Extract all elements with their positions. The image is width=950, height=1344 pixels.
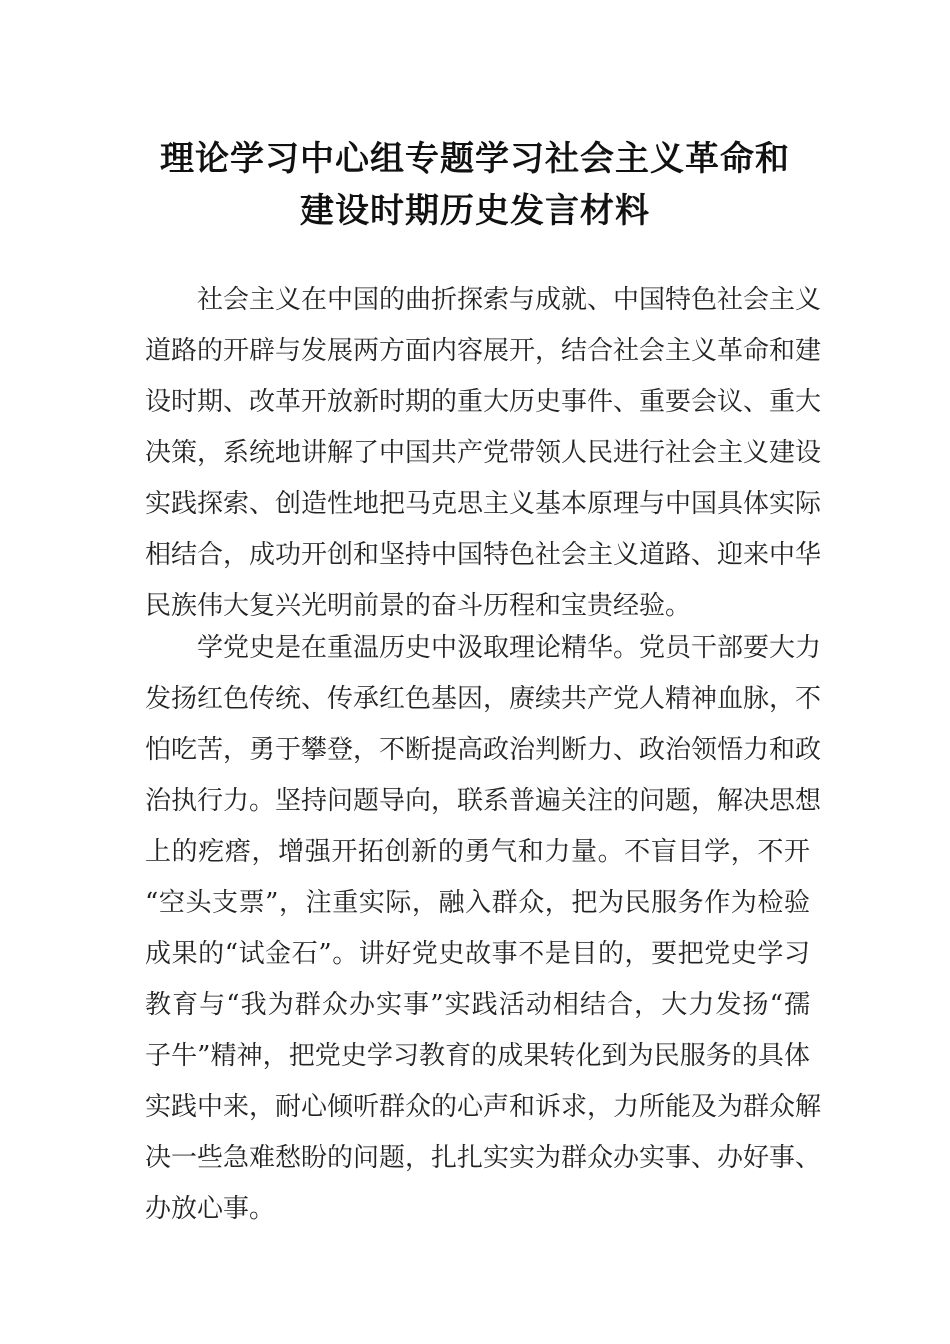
document-title-line-1: 理论学习中心组专题学习社会主义革命和 [160,139,790,179]
paragraph-line: 民族伟大复兴光明前景的奋斗历程和宝贵经验。 [145,591,692,621]
paragraph-line: 上的疙瘩，增强开拓创新的勇气和力量。不盲目学，不开 [145,837,810,867]
paragraph-line: 子牛”精神，把党史学习教育的成果转化到为民服务的具体 [145,1041,810,1071]
paragraph-line: 教育与“我为群众办实事”实践活动相结合，大力发扬“孺 [145,990,810,1020]
paragraph-line: 治执行力。坚持问题导向，联系普遍关注的问题，解决思想 [145,786,822,816]
paragraph-line: 实践中来，耐心倾听群众的心声和诉求，力所能及为群众解 [145,1092,822,1122]
paragraph-line: 实践探索、创造性地把马克思主义基本原理与中国具体实际 [145,489,822,519]
paragraph-line: 怕吃苦，勇于攀登，不断提高政治判断力、政治领悟力和政 [145,735,822,765]
paragraph-line: “空头支票”，注重实际，融入群众，把为民服务作为检验 [145,888,810,918]
paragraph-line: 发扬红色传统、传承红色基因，赓续共产党人精神血脉，不 [145,684,822,714]
paragraph-line: 决策，系统地讲解了中国共产党带领人民进行社会主义建设 [145,438,822,468]
paragraph-line: 相结合，成功开创和坚持中国特色社会主义道路、迎来中华 [145,540,822,570]
paragraph-line: 成果的“试金石”。讲好党史故事不是目的，要把党史学习 [145,939,810,969]
paragraph-line: 社会主义在中国的曲折探索与成就、中国特色社会主义 [197,285,822,315]
paragraph-line: 办放心事。 [145,1194,276,1224]
paragraph-line: 决一些急难愁盼的问题，扎扎实实为群众办实事、办好事、 [145,1143,822,1173]
document-title-line-2: 建设时期历史发言材料 [300,191,650,231]
paragraph-line: 学党史是在重温历史中汲取理论精华。党员干部要大力 [197,633,822,663]
paragraph-line: 道路的开辟与发展两方面内容展开，结合社会主义革命和建 [145,336,822,366]
paragraph-line: 设时期、改革开放新时期的重大历史事件、重要会议、重大 [145,387,822,417]
